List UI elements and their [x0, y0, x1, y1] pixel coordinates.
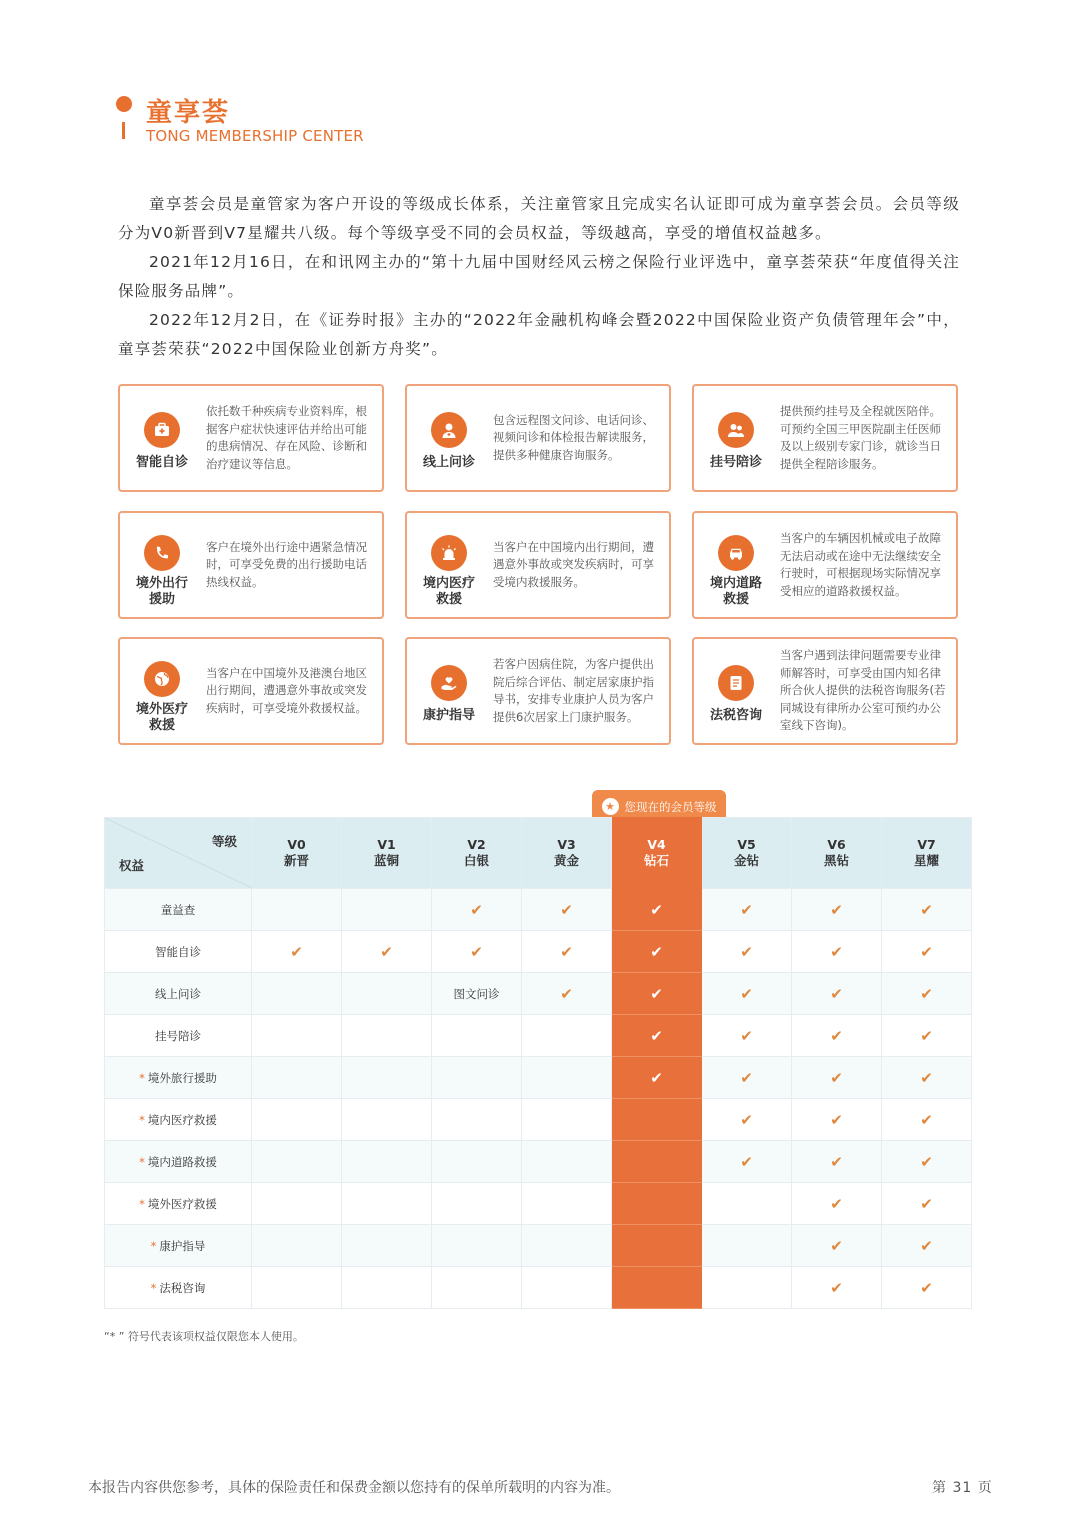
- table-row: [105, 973, 972, 1015]
- level-header-v4: V4 钻石: [612, 818, 702, 889]
- page-title: 童享荟: [146, 98, 231, 128]
- document-icon: [718, 665, 754, 701]
- benefit-card-name: 境内医疗 救援: [422, 576, 475, 607]
- benefit-card-name: 线上问诊: [422, 455, 475, 470]
- level-cell: [612, 889, 702, 931]
- table-row: [105, 1183, 972, 1225]
- level-cell: [792, 1267, 882, 1309]
- level-cell: [342, 1267, 432, 1309]
- level-header-v2: V2 白银: [432, 818, 522, 889]
- benefit-card: [118, 637, 384, 745]
- check-icon: ✔: [920, 1194, 933, 1213]
- benefit-name: * 境外旅行援助: [105, 1057, 252, 1099]
- level-cell: [612, 1225, 702, 1267]
- benefit-card: [405, 637, 671, 745]
- level-cell: [702, 931, 792, 973]
- check-icon: ✔: [470, 900, 483, 919]
- level-header-v5: V5 金钻: [702, 818, 792, 889]
- level-cell: [522, 931, 612, 973]
- level-cell: [882, 889, 972, 931]
- table-row: [105, 1015, 972, 1057]
- benefit-card-name: 境外医疗 救援: [135, 702, 188, 733]
- level-cell: [522, 973, 612, 1015]
- benefit-card-name: 境内道路 救援: [709, 576, 762, 607]
- benefit-card: [118, 511, 384, 619]
- benefit-card: [692, 511, 958, 619]
- level-cell: [432, 1141, 522, 1183]
- level-cell: [702, 1225, 792, 1267]
- level-cell: [702, 1015, 792, 1057]
- level-cell: [252, 1141, 342, 1183]
- footer-disclaimer: 本报告内容供您参考，具体的保险责任和保费金额以您持有的保单所载明的内容为准。: [88, 1480, 620, 1496]
- check-icon: ✔: [650, 900, 663, 919]
- check-icon: ✔: [830, 900, 843, 919]
- check-icon: ✔: [830, 1026, 843, 1045]
- table-row: [105, 889, 972, 931]
- level-header-v6: V6 黑钻: [792, 818, 882, 889]
- table-row: [105, 1225, 972, 1267]
- check-icon: ✔: [740, 942, 753, 961]
- level-cell: [432, 1183, 522, 1225]
- level-cell: [252, 1099, 342, 1141]
- care-hand-icon: [431, 665, 467, 701]
- level-cell: [702, 1267, 792, 1309]
- level-cell: [882, 1267, 972, 1309]
- level-cell: [342, 1183, 432, 1225]
- level-cell: [612, 1183, 702, 1225]
- level-cell: [252, 1225, 342, 1267]
- level-cell: [792, 1057, 882, 1099]
- level-cell: [792, 1183, 882, 1225]
- benefit-name: 智能自诊: [105, 931, 252, 973]
- level-cell: [882, 1057, 972, 1099]
- level-cell: [612, 1141, 702, 1183]
- level-cell: [882, 1225, 972, 1267]
- level-cell: [522, 1267, 612, 1309]
- benefit-card-description: 提供预约挂号及全程就医陪伴。可预约全国三甲医院副主任医师及以上级别专家门诊，就诊当日提供全程陪诊服务。: [780, 404, 941, 471]
- table-corner-header: [105, 818, 252, 889]
- intro-paragraph: 2022年12月2日，在《证券时报》主办的“2022年金融机构峰会暨2022中国保险业资产负债管理年会”中，童享荟荣获“2022中国保险业创新方舟奖”。: [118, 311, 960, 358]
- check-icon: ✔: [920, 1278, 933, 1297]
- level-cell: [432, 1225, 522, 1267]
- level-cell: [342, 931, 432, 973]
- benefit-card-description: 依托数千种疾病专业资料库，根据客户症状快速评估并给出可能的患病情况、存在风险、诊断和治疗建议等信息。: [206, 404, 367, 471]
- level-cell: [702, 1183, 792, 1225]
- check-icon: ✔: [830, 984, 843, 1003]
- doctor-icon: [431, 412, 467, 448]
- check-icon: ✔: [740, 984, 753, 1003]
- benefit-card-name: 境外出行 援助: [135, 576, 188, 607]
- table-row: [105, 1141, 972, 1183]
- level-cell: [342, 1099, 432, 1141]
- badge-label: 您现在的会员等级: [624, 799, 717, 814]
- table-row: [105, 931, 972, 973]
- check-icon: ✔: [740, 1110, 753, 1129]
- phone-icon: [144, 535, 180, 571]
- companion-icon: [718, 412, 754, 448]
- level-cell: [342, 1057, 432, 1099]
- benefit-card: [692, 637, 958, 745]
- check-icon: ✔: [920, 942, 933, 961]
- level-cell: [792, 1225, 882, 1267]
- level-cell: [702, 1057, 792, 1099]
- car-icon: [718, 535, 754, 571]
- benefit-axis-label: 权益: [119, 858, 145, 873]
- logo-dot-icon: [116, 96, 132, 112]
- level-cell: [702, 889, 792, 931]
- level-cell: [252, 1267, 342, 1309]
- benefit-name: 挂号陪诊: [105, 1015, 252, 1057]
- benefit-card: [692, 384, 958, 492]
- check-icon: ✔: [830, 1236, 843, 1255]
- check-icon: ✔: [290, 942, 303, 961]
- benefit-name: * 法税咨询: [105, 1267, 252, 1309]
- check-icon: ✔: [650, 1068, 663, 1087]
- level-cell: [792, 1141, 882, 1183]
- check-icon: ✔: [920, 1110, 933, 1129]
- check-icon: ✔: [740, 1152, 753, 1171]
- level-cell: [342, 1225, 432, 1267]
- benefit-card: [118, 384, 384, 492]
- level-cell: [702, 1141, 792, 1183]
- check-icon: ✔: [830, 1068, 843, 1087]
- level-cell: [612, 1099, 702, 1141]
- level-axis-label: 等级: [211, 834, 237, 849]
- benefit-name: 童益查: [105, 889, 252, 931]
- level-cell: [522, 1015, 612, 1057]
- intro-text: [118, 190, 960, 364]
- benefit-card-description: 当客户遇到法律问题需要专业律师解答时，可享受由国内知名律所合伙人提供的法税咨询服务(若同城设有律所办公室可预约办公室线下咨询)。: [780, 648, 946, 733]
- level-cell: 图文问诊: [432, 973, 522, 1015]
- check-icon: ✔: [830, 1194, 843, 1213]
- check-icon: ✔: [920, 900, 933, 919]
- level-cell: [792, 1015, 882, 1057]
- level-cell: [432, 1099, 522, 1141]
- check-icon: ✔: [830, 1278, 843, 1297]
- level-cell: [342, 889, 432, 931]
- level-cell: [522, 1099, 612, 1141]
- level-cell: [432, 931, 522, 973]
- level-header-v3: V3 黄金: [522, 818, 612, 889]
- siren-icon: [431, 535, 467, 571]
- check-icon: ✔: [740, 1026, 753, 1045]
- check-icon: ✔: [830, 1152, 843, 1171]
- level-cell: [252, 1057, 342, 1099]
- benefit-card-name: 挂号陪诊: [709, 455, 762, 470]
- check-icon: ✔: [920, 1152, 933, 1171]
- benefit-name: * 康护指导: [105, 1225, 252, 1267]
- level-cell: [522, 1141, 612, 1183]
- level-cell: [432, 1015, 522, 1057]
- check-icon: ✔: [740, 1068, 753, 1087]
- benefit-card-description: 若客户因病住院，为客户提供出院后综合评估、制定居家康护指导书，安排专业康护人员为客户提供6次居家上门康护服务。: [493, 657, 654, 724]
- benefit-card-description: 包含远程图文问诊、电话问诊、视频问诊和体检报告解读服务，提供多种健康咨询服务。: [493, 412, 654, 462]
- check-icon: ✔: [830, 942, 843, 961]
- level-cell: [342, 1015, 432, 1057]
- benefit-card-description: 当客户的车辆因机械或电子故障无法启动或在途中无法继续安全行驶时，可根据现场实际情况享受相应的道路救援权益。: [780, 531, 941, 598]
- level-cell: [252, 1015, 342, 1057]
- table-row: [105, 1267, 972, 1309]
- level-cell: [882, 1183, 972, 1225]
- globe-icon: [144, 661, 180, 697]
- level-cell: [252, 1183, 342, 1225]
- page-subtitle: TONG MEMBERSHIP CENTER: [146, 127, 364, 145]
- level-cell: [432, 889, 522, 931]
- intro-paragraph: 童享荟会员是童管家为客户开设的等级成长体系，关注童管家且完成实名认证即可成为童享荟会员。会员等级分为V0新晋到V7星耀共八级。每个等级享受不同的会员权益，等级越高，享受的增值权益越多。: [118, 195, 960, 242]
- level-cell: [252, 973, 342, 1015]
- check-icon: ✔: [920, 1068, 933, 1087]
- level-cell: [882, 1141, 972, 1183]
- level-cell: [702, 1099, 792, 1141]
- level-cell: [612, 931, 702, 973]
- check-icon: ✔: [920, 984, 933, 1003]
- check-icon: ✔: [650, 1026, 663, 1045]
- check-icon: ✔: [560, 984, 573, 1003]
- logo-bar-icon: [122, 122, 125, 139]
- level-cell: [342, 1141, 432, 1183]
- level-cell: [252, 931, 342, 973]
- footnote: “* ” 符号代表该项权益仅限您本人使用。: [104, 1330, 304, 1343]
- benefit-card-name: 智能自诊: [135, 455, 188, 470]
- intro-paragraph: 2021年12月16日，在和讯网主办的“第十九届中国财经风云榜之保险行业评选中，童享荟荣获“年度值得关注保险服务品牌”。: [118, 253, 960, 300]
- level-cell: [792, 889, 882, 931]
- check-icon: ✔: [920, 1236, 933, 1255]
- level-cell: [432, 1267, 522, 1309]
- level-cell: [612, 1267, 702, 1309]
- benefit-card-name: 康护指导: [422, 708, 475, 723]
- level-cell: [882, 1099, 972, 1141]
- benefit-card-description: 客户在境外出行途中遇紧急情况时，可享受免费的出行援助电话热线权益。: [206, 539, 367, 589]
- benefit-name: * 境内医疗救援: [105, 1099, 252, 1141]
- level-header-v1: V1 蓝铜: [342, 818, 432, 889]
- medical-kit-icon: [144, 412, 180, 448]
- level-cell: [522, 1225, 612, 1267]
- level-cell: [252, 889, 342, 931]
- check-icon: ✔: [920, 1026, 933, 1045]
- level-cell: [792, 973, 882, 1015]
- level-cell: [522, 1183, 612, 1225]
- benefit-card: [405, 384, 671, 492]
- level-cell: [522, 889, 612, 931]
- level-cell: [882, 931, 972, 973]
- benefit-card-name: 法税咨询: [709, 708, 762, 723]
- level-header-v0: V0 新晋: [252, 818, 342, 889]
- level-cell: [522, 1057, 612, 1099]
- level-cell: [792, 1099, 882, 1141]
- check-icon: ✔: [740, 900, 753, 919]
- check-icon: ✔: [650, 984, 663, 1003]
- level-cell: [612, 1015, 702, 1057]
- level-header-v7: V7 星耀: [882, 818, 972, 889]
- check-icon: ✔: [470, 942, 483, 961]
- membership-level-table: [104, 817, 972, 1309]
- check-icon: ✔: [650, 942, 663, 961]
- level-cell: [702, 973, 792, 1015]
- benefit-name: * 境外医疗救援: [105, 1183, 252, 1225]
- check-icon: ✔: [560, 900, 573, 919]
- level-cell: [882, 1015, 972, 1057]
- check-icon: ✔: [380, 942, 393, 961]
- benefit-card-description: 当客户在中国境外及港澳台地区出行期间，遭遇意外事故或突发疾病时，可享受境外救援权益。: [206, 665, 367, 715]
- star-icon: ★: [602, 798, 619, 815]
- table-row: [105, 1057, 972, 1099]
- benefit-name: 线上问诊: [105, 973, 252, 1015]
- table-row: [105, 1099, 972, 1141]
- benefit-name: * 境内道路救援: [105, 1141, 252, 1183]
- level-cell: [342, 973, 432, 1015]
- level-cell: [612, 1057, 702, 1099]
- level-cell: [432, 1057, 522, 1099]
- check-icon: ✔: [560, 942, 573, 961]
- level-cell: [882, 973, 972, 1015]
- level-cell: [612, 973, 702, 1015]
- page-number: 第 31 页: [932, 1480, 993, 1496]
- level-cell: [792, 931, 882, 973]
- benefit-card: [405, 511, 671, 619]
- benefit-card-description: 当客户在中国境内出行期间，遭遇意外事故或突发疾病时，可享受境内救援服务。: [493, 539, 654, 589]
- check-icon: ✔: [830, 1110, 843, 1129]
